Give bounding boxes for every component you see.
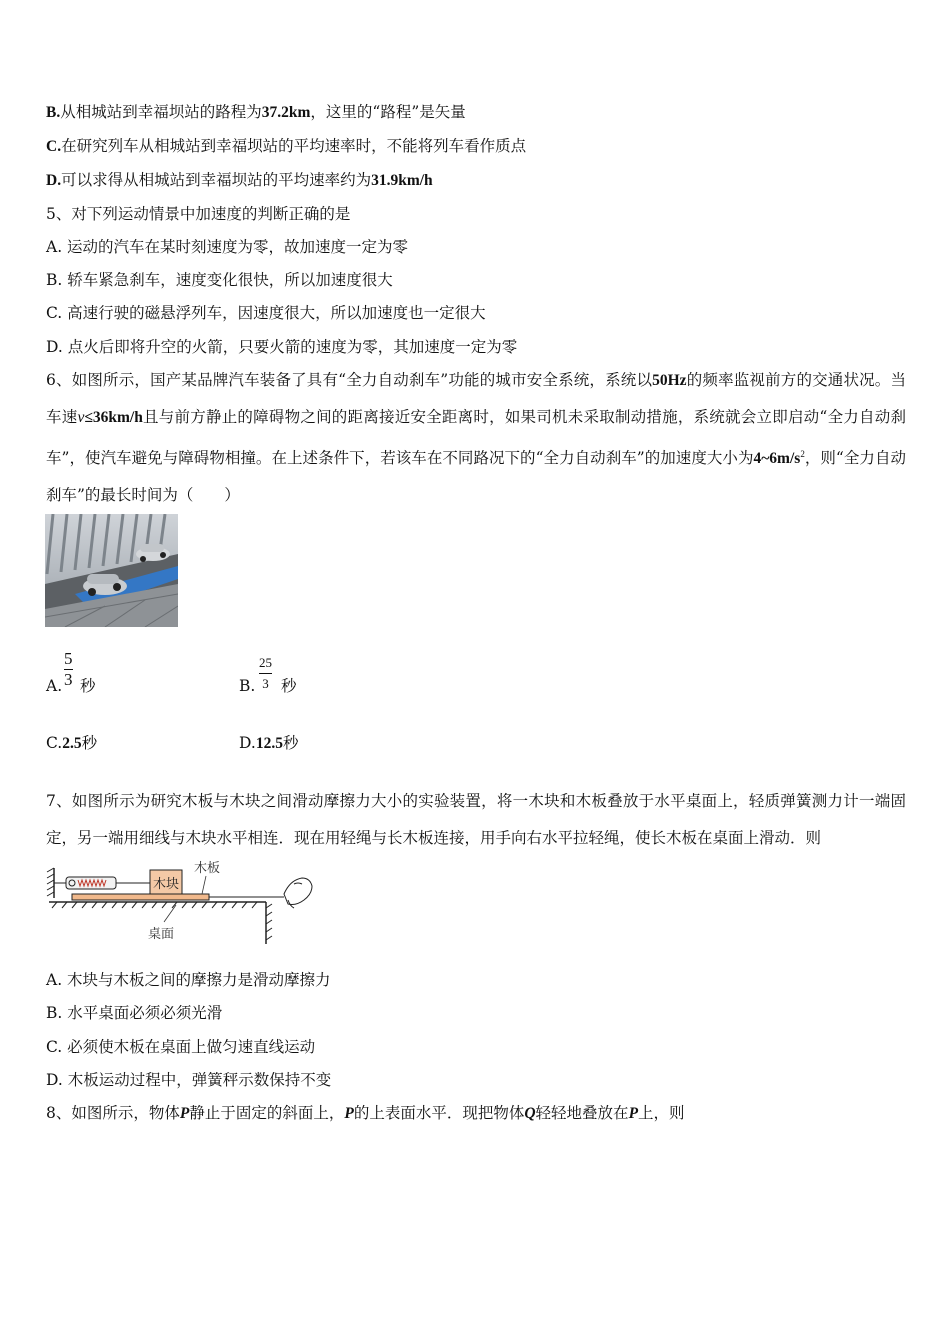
q5-stem: 5、对下列运动情景中加速度的判断正确的是 <box>46 205 351 223</box>
q6-option-b-unit: 秒 <box>281 677 297 695</box>
car-braking-photo <box>45 514 178 627</box>
q7-option-d: D. 木板运动过程中，弹簧秤示数保持不变 <box>46 1071 332 1089</box>
q7-option-c: C. 必须使木板在桌面上做匀速直线运动 <box>46 1038 316 1056</box>
q5-option-d: D. 点火后即将升空的火箭，只要火箭的速度为零，其加速度一定为零 <box>46 338 518 356</box>
hand-icon <box>284 878 312 908</box>
q6-option-a-label: A. <box>46 677 63 695</box>
q7-option-a: A. 木块与木板之间的摩擦力是滑动摩擦力 <box>46 971 331 989</box>
q6-option-d: D.12.5秒 <box>239 734 299 752</box>
q4-option-d: D.可以求得从相城站到幸福坝站的平均速率约为31.9km/h <box>46 171 433 189</box>
fig-table-label: 桌面 <box>148 927 175 942</box>
q6-option-a-fraction: 5 3 <box>64 649 73 689</box>
q7-option-b: B. 水平桌面必须必须光滑 <box>46 1004 223 1022</box>
q8-stem: 8、如图所示，物体P静止于固定的斜面上，P的上表面水平．现把物体Q轻轻地叠放在P上，则 <box>46 1104 685 1122</box>
friction-apparatus-diagram <box>44 858 314 948</box>
fig-board-label: 木板 <box>194 861 221 876</box>
q6-stem: 6、如图所示，国产某品牌汽车装备了具有“全力自动刹车”功能的城市安全系统，系统以50Hz的频率监视前方的交通状况。当车速v≤36km/h且与前方静止的障碍物之间的距离接近安全距离时，如果司机未采取制动措施，系统就会立即启动“全力自动刹车”，使汽车避免与障碍物相撞。在上述条件下，若该车在不同路况下的“全力自动刹车”的加速度大小为$4\sim 6m/s^2$，则“全力自动刹车”的最长时间为（ ） <box>46 371 906 504</box>
fig-block-label: 木块 <box>153 877 180 892</box>
q6-option-a-unit: 秒 <box>80 677 96 695</box>
q5-option-b: B. 轿车紧急刹车，速度变化很快，所以加速度很大 <box>46 271 393 289</box>
q7-stem: 7、如图所示为研究木板与木块之间滑动摩擦力大小的实验装置，将一木块和木板叠放于水平桌面上，轻质弹簧测力计一端固定，另一端用细线与木块水平相连．现在用轻绳与长木板连接，用手向右水平拉轻绳，使长木板在桌面上滑动．则 <box>46 792 906 847</box>
q4-option-c: C.在研究列车从相城站到幸福坝站的平均速率时，不能将列车看作质点 <box>46 137 527 155</box>
q6-option-c: C.2.5秒 <box>46 734 98 752</box>
q4-option-b: B.从相城站到幸福坝站的路程为37.2km，这里的“路程”是矢量 <box>46 103 466 121</box>
q6-option-b-fraction: 25 3 <box>259 655 272 691</box>
q6-option-b-label: B. <box>239 677 256 695</box>
q5-option-a: A. 运动的汽车在某时刻速度为零，故加速度一定为零 <box>46 238 409 256</box>
q5-option-c: C. 高速行驶的磁悬浮列车，因速度很大，所以加速度也一定很大 <box>46 304 486 322</box>
